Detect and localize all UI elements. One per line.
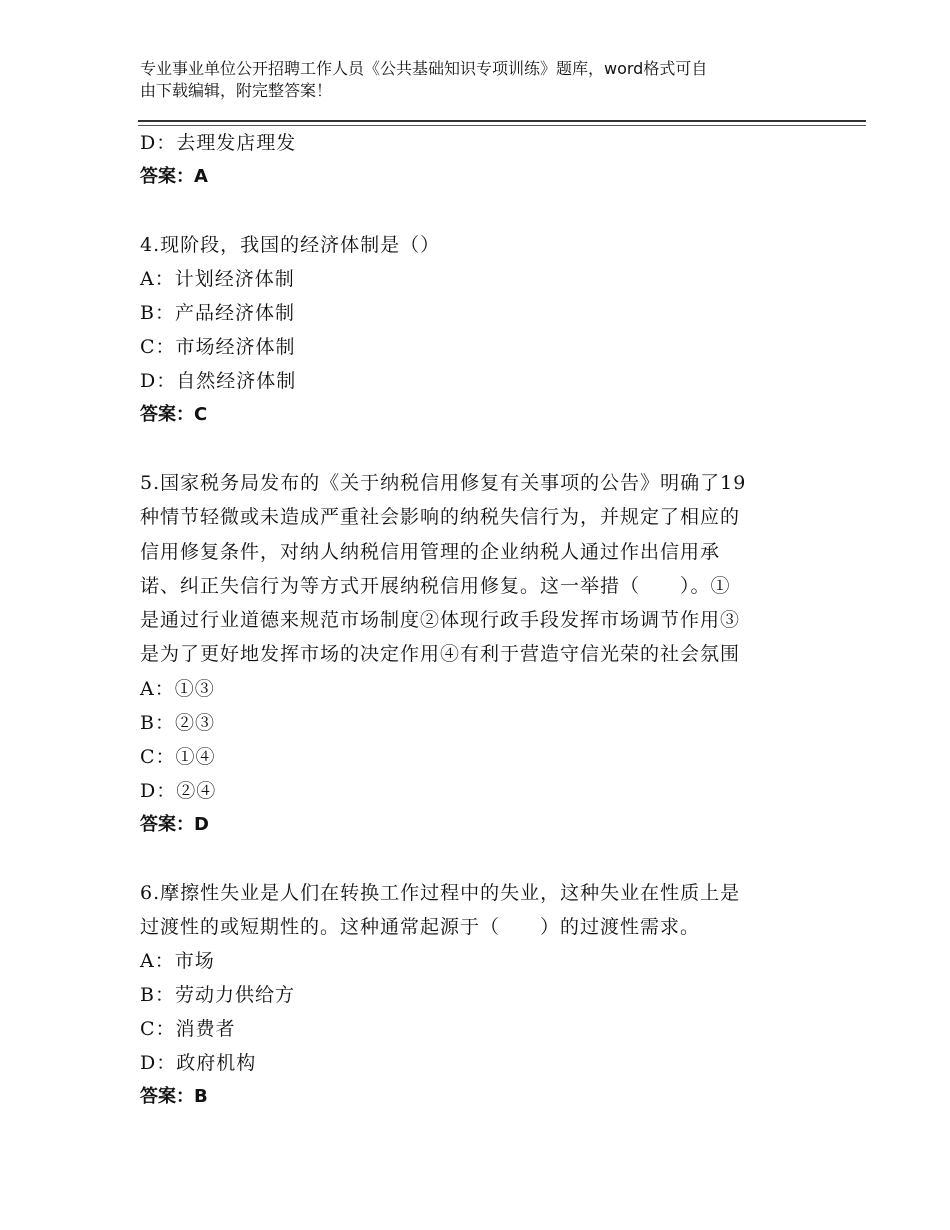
question-4 <box>140 228 820 432</box>
option-d: D：②④ <box>140 779 217 802</box>
spacer <box>140 194 820 228</box>
answer: 答案：D <box>140 813 209 835</box>
spacer <box>140 842 820 876</box>
page-header <box>140 58 820 102</box>
option-b: B：②③ <box>140 711 215 734</box>
header-line-1: 专业事业单位公开招聘工作人员《公共基础知识专项训练》题库，word格式可自 <box>140 59 708 78</box>
option-b: B：劳动力供给方 <box>140 984 295 1007</box>
option-a: A：市场 <box>140 950 215 973</box>
question-line: 种情节轻微或未造成严重社会影响的纳税失信行为，并规定了相应的 <box>140 506 741 529</box>
option-b: B：产品经济体制 <box>140 302 295 324</box>
question-line: 5.国家税务局发布的《关于纳税信用修复有关事项的公告》明确了19 <box>140 472 747 494</box>
answer: 答案：C <box>140 404 208 425</box>
option-a: A：计划经济体制 <box>140 268 295 290</box>
answer: 答案：B <box>140 1086 208 1108</box>
option-a: A：①③ <box>140 677 215 700</box>
question-line: 是通过行业道德来规范市场制度②体现行政手段发挥市场调节作用③ <box>140 609 741 632</box>
question-text: 4.现阶段，我国的经济体制是（） <box>140 234 441 256</box>
question-line: 是为了更好地发挥市场的决定作用④有利于营造守信光荣的社会氛围 <box>140 643 741 666</box>
option-c: C：市场经济体制 <box>140 336 296 358</box>
question-line: 6.摩擦性失业是人们在转换工作过程中的失业，这种失业在性质上是 <box>140 881 741 904</box>
option-c: C：消费者 <box>140 1018 236 1041</box>
answer: 答案：A <box>140 166 208 187</box>
option-d: D：自然经济体制 <box>140 370 297 392</box>
question-line: 信用修复条件，对纳人纳税信用管理的企业纳税人通过作出信用承 <box>140 540 721 563</box>
option-c: C：①④ <box>140 745 216 768</box>
question-5 <box>140 466 820 842</box>
question-text <box>140 466 820 672</box>
option-d: D：去理发店理发 <box>140 132 297 154</box>
header-line-2: 由下载编辑，附完整答案！ <box>140 81 333 100</box>
option-d: D：政府机构 <box>140 1052 257 1075</box>
question-6 <box>140 876 820 1115</box>
header-divider-thick <box>138 120 866 122</box>
question-line: 诺、纠正失信行为等方式开展纳税信用修复。这一举措（ ）。① <box>140 574 731 597</box>
spacer <box>140 432 820 466</box>
question-text <box>140 876 820 945</box>
document-body <box>140 126 820 1114</box>
question-line: 过渡性的或短期性的。这种通常起源于（ ）的过渡性需求。 <box>140 916 701 939</box>
